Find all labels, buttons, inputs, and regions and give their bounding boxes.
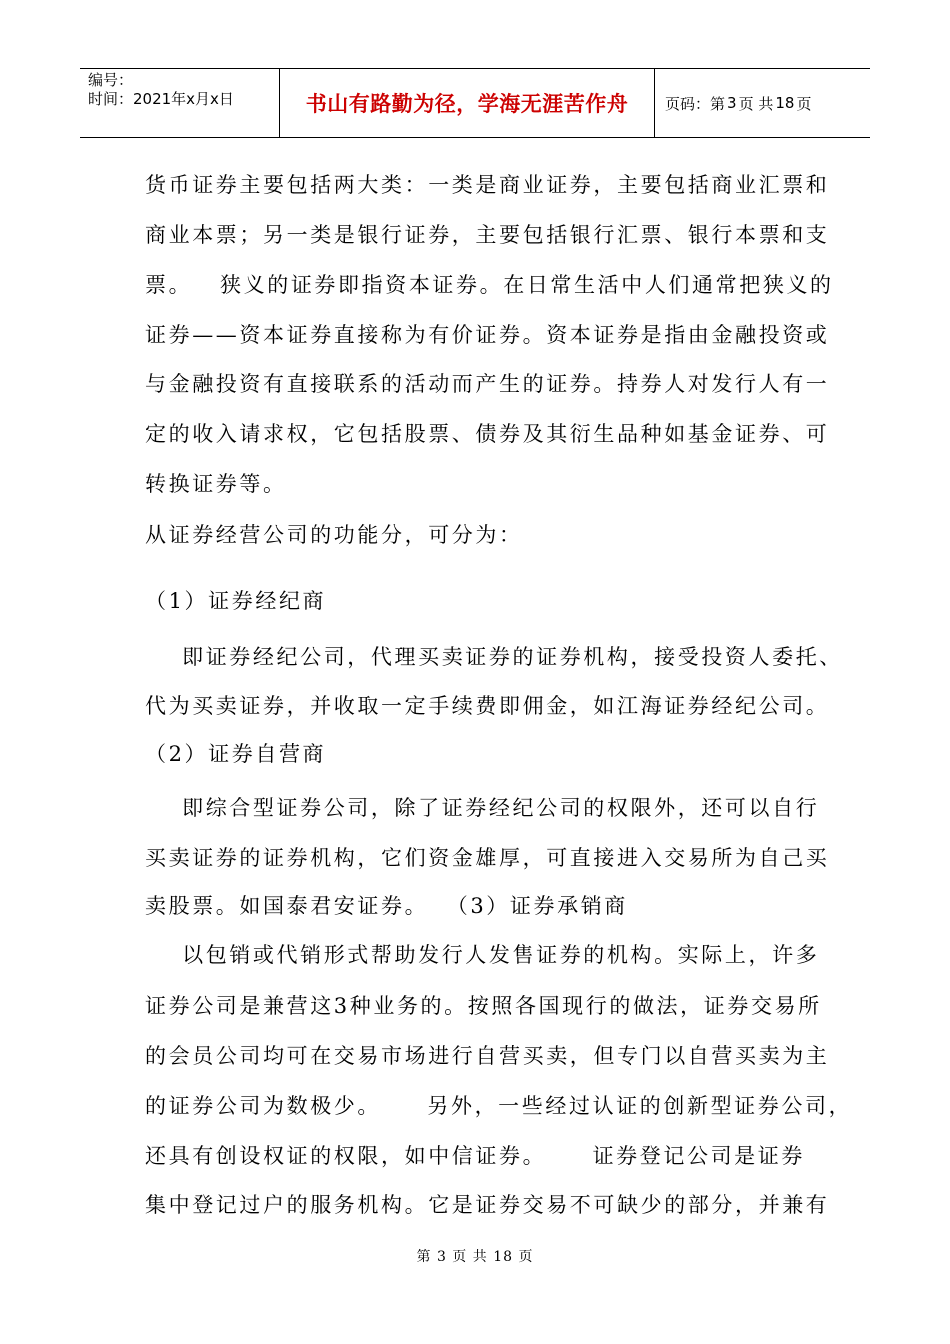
body-line: 证券公司是兼营这3种业务的。按照各国现行的做法，证券交易所 [145, 994, 822, 1018]
body-line: 证券——资本证券直接称为有价证券。资本证券是指由金融投资或 [145, 323, 830, 347]
body-line: 转换证券等。 [145, 472, 287, 496]
body-line: 还具有创设权证的权限，如中信证券。 证券登记公司是证券 [145, 1144, 805, 1168]
document-number-label: 编号： [88, 71, 134, 89]
body-line: 货币证券主要包括两大类：一类是商业证券，主要包括商业汇票和 [145, 173, 830, 197]
page-header [80, 68, 870, 138]
body-line: 与金融投资有直接联系的活动而产生的证券。持券人对发行人有一 [145, 372, 830, 396]
section-heading: （1）证券经纪商 [145, 589, 327, 613]
page-middle: 页 共 [738, 94, 774, 113]
header-motto: 书山有路勤为径，学海无涯苦作舟 [280, 69, 655, 137]
body-line: 票。 狭义的证券即指资本证券。在日常生活中人们通常把狭义的 [145, 273, 834, 297]
body-line: 卖股票。如国泰君安证券。 （3）证券承销商 [145, 894, 628, 918]
body-line: 即综合型证券公司，除了证券经纪公司的权限外，还可以自行 [145, 796, 820, 820]
body-line: 的证券公司为数极少。 另外，一些经过认证的创新型证券公司， [145, 1094, 853, 1118]
body-line: 以包销或代销形式帮助发行人发售证券的机构。实际上，许多 [145, 943, 820, 967]
page-footer: 第 3 页 共 18 页 [416, 1249, 534, 1265]
page-prefix: 页码：第 [665, 94, 726, 113]
body-line: 定的收入请求权，它包括股票、债券及其衍生品种如基金证券、可 [145, 422, 830, 446]
body-line: 即证券经纪公司，代理买卖证券的证券机构，接受投资人委托、 [145, 645, 843, 669]
page-current: 3 [727, 94, 737, 112]
document-time-label: 时间：2021年x月x日 [88, 90, 234, 108]
body-line: 买卖证券的证券机构，它们资金雄厚，可直接进入交易所为自己买 [145, 846, 830, 870]
body-line: 代为买卖证券，并收取一定手续费即佣金，如江海证券经纪公司。 [145, 694, 830, 718]
page-total: 18 [775, 94, 795, 112]
body-line: 集中登记过户的服务机构。它是证券交易不可缺少的部分，并兼有 [145, 1193, 830, 1217]
header-page-info [655, 69, 870, 137]
page-suffix: 页 [796, 94, 812, 113]
body-line: 的会员公司均可在交易市场进行自营买卖，但专门以自营买卖为主 [145, 1044, 830, 1068]
body-line: 从证券经营公司的功能分，可分为： [145, 523, 523, 547]
header-meta [80, 69, 280, 137]
section-heading: （2）证券自营商 [145, 742, 327, 766]
body-line: 商业本票；另一类是银行证券，主要包括银行汇票、银行本票和支 [145, 223, 830, 247]
